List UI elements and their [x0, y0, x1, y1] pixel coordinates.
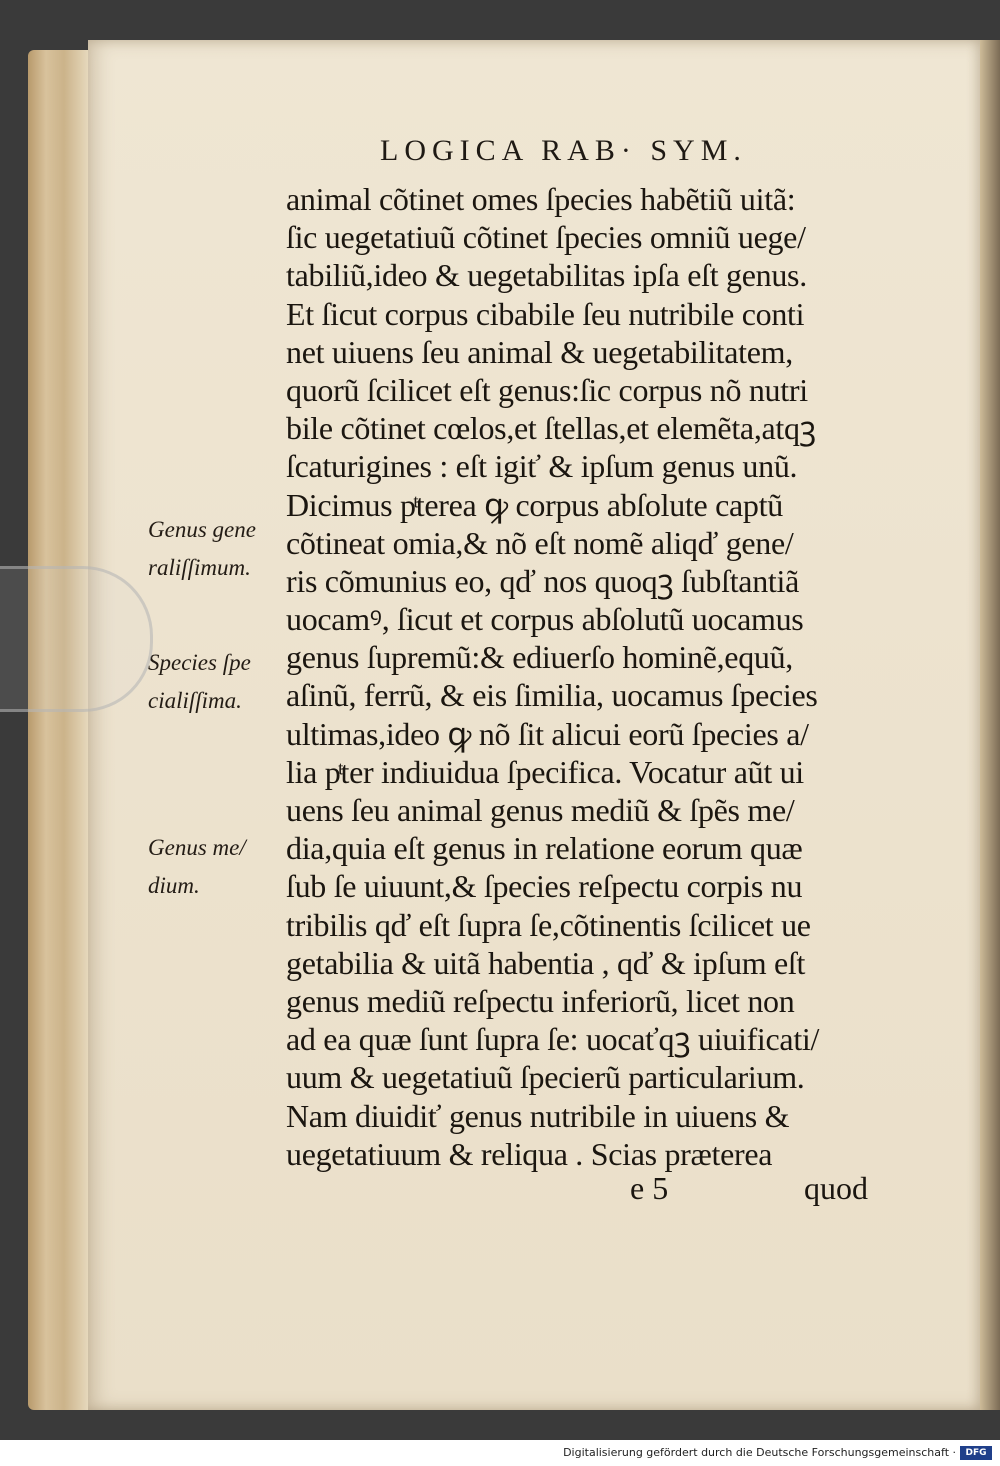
text-line: genus mediũ reſpectu inferiorũ, licet non: [286, 982, 795, 1019]
page-stack-edge: [28, 50, 88, 1410]
text-line: cõtineat omia,& nõ eſt nomẽ aliqď gene/: [286, 524, 794, 561]
page-clip: [0, 566, 153, 712]
text-line: animal cõtinet omes ſpecies habẽtiũ uitã:: [286, 181, 796, 217]
text-line: tribilis qď eſt ſupra ſe,cõtinentis ſcilicet ue: [286, 906, 811, 943]
text-line: aſinũ, ferrũ, & eis ſimilia, uocamus ſpecies: [286, 677, 818, 714]
text-line: bile cõtinet cœlos,et ſtellas,et elemẽta,atqꝫ: [286, 410, 816, 447]
signature-mark: e 5: [630, 1170, 669, 1206]
text-line: uocamꝰ, ſicut et corpus abſolutũ uocamus: [286, 601, 804, 638]
catchword: quod: [804, 1170, 868, 1206]
text-line: ris cõmunius eo, qď nos quoqꝫ ſubſtantiã: [286, 562, 799, 599]
text-line: Et ſicut corpus cibabile ſeu nutribile conti: [286, 295, 805, 332]
text-line: getabilia & uitã habentia , qď & ipſum eſt: [286, 944, 806, 981]
text-line: genus ſupremũ:& ediuerſo hominẽ,equũ,: [286, 639, 794, 676]
dfg-logo-icon: DFG: [960, 1446, 992, 1460]
margin-note: dium.: [148, 873, 200, 898]
margin-note: Species ſpe: [148, 650, 251, 675]
text-line: ſcaturigines : eſt igiť & ipſum genus unũ.: [286, 448, 798, 485]
text-line: Dicimus pͭterea ꝙ corpus abſolute captũ: [286, 486, 783, 523]
body-text: [286, 180, 896, 1173]
margin-note: Genus gene: [148, 517, 256, 542]
text-line: uens ſeu animal genus mediũ & ſpẽs me/: [286, 792, 795, 828]
text-line: net uiuens ſeu animal & uegetabilitatem,: [286, 333, 793, 370]
text-line: ſic uegetatiuũ cõtinet ſpecies omniũ uege/: [286, 219, 806, 256]
binding-edge: [980, 40, 1000, 1410]
text-line: ſub ſe uiuunt,& ſpecies reſpectu corpis nu: [286, 868, 803, 905]
text-line: quorũ ſcilicet eſt genus:ſic corpus nõ nutri: [286, 371, 808, 408]
text-line: Nam diuidiť genus nutribile in uiuens &: [286, 1097, 790, 1134]
text-line: ultimas,ideo ꝙ nõ ſit alicui eorũ ſpecies a/: [286, 715, 809, 752]
text-line: tabiliũ,ideo & uegetabilitas ipſa eſt genus.: [286, 257, 807, 294]
text-line: dia,quia eſt genus in relatione eorum quæ: [286, 830, 803, 867]
text-line: ad ea quæ ſunt ſupra ſe: uocaťqꝫ uiuificati/: [286, 1021, 820, 1058]
running-head: LOGICA RAB· SYM.: [380, 134, 747, 167]
text-line: uegetatiuum & reliqua . Scias præterea: [286, 1135, 773, 1172]
text-line: uum & uegetatiuũ ſpecierũ particularium.: [286, 1059, 805, 1096]
margin-note: cialiſſima.: [148, 688, 242, 713]
margin-note: Genus me/: [148, 835, 246, 860]
margin-note: raliſſimum.: [148, 555, 251, 580]
text-line: lia pͭter indiuidua ſpecifica. Vocatur aũt ui: [286, 753, 804, 790]
footer-credit: Digitalisierung gefördert durch die Deutsche Forschungsgemeinschaft ·: [563, 1446, 956, 1459]
